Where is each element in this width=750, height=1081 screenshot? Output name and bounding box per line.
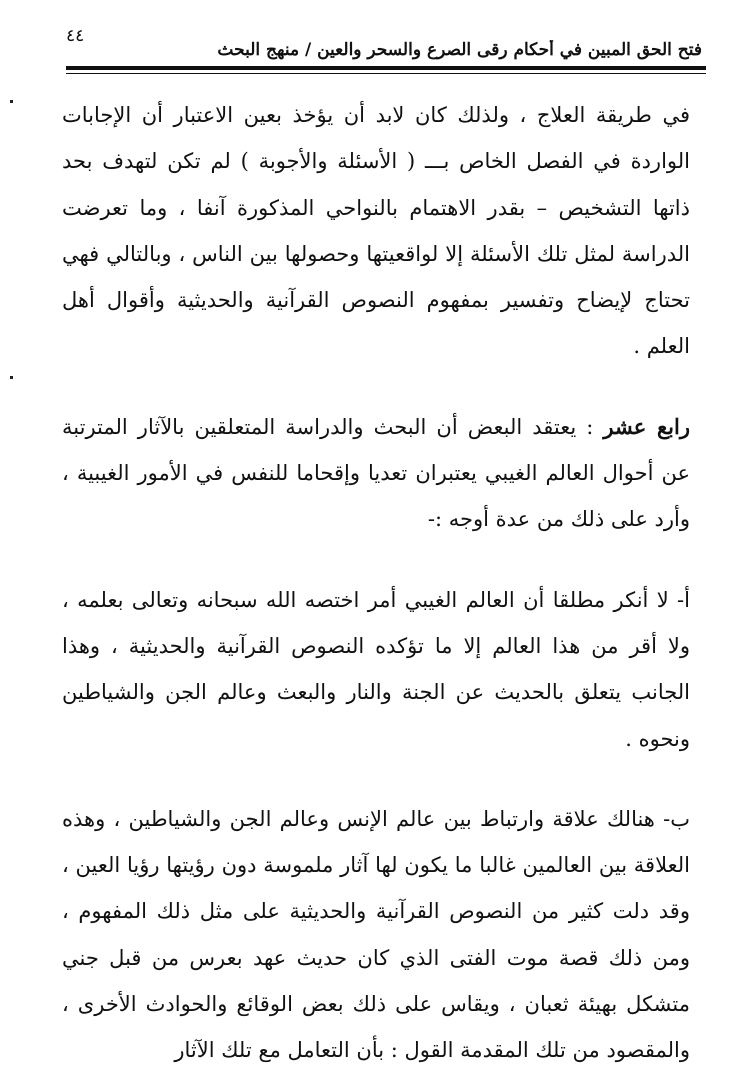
paragraph-text: ب- هنالك علاقة وارتباط بين عالم الإنس وعالم الجن والشياطين ، وهذه العلاقة بين العالمين غالبا ما يكون لها آثار ملموسة دون رؤيتها رؤيا العين ، وقد دلت كثير من النصوص القرآنية والحديثية على مثل ذلك المفهوم ، ومن ذلك قصة موت الفتى الذي كان حديث عهد بعرس من قبل جني متشكل بهيئة ثعبان ، ويقاس على ذلك بعض الوقائع والحوادث الأخرى ، والمقصود من تلك المقدمة القول : بأن التعامل مع تلك الآثار	[62, 806, 690, 1063]
header-rule-thin	[66, 73, 706, 74]
paragraph-2	[62, 404, 690, 543]
paragraph-4	[62, 796, 690, 1074]
page-number: ٤٤	[66, 26, 85, 46]
header-rule-thick	[66, 66, 706, 70]
paragraph-3	[62, 577, 690, 762]
paragraph-text: في طريقة العلاج ، ولذلك كان لابد أن يؤخذ بعين الاعتبار أن الإجابات الواردة في الفصل الخاص بـــ ( الأسئلة والأجوبة ) لم تكن لتهدف بحد ذاتها التشخيص – بقدر الاهتمام بالنواحي المذكورة آنفا ، وما تعرضت الدراسة لمثل تلك الأسئلة إلا لواقعيتها وحصولها بين الناس ، وبالتالي فهي تحتاج لإيضاح وتفسير بمفهوم النصوص القرآنية والحديثية وأقوال أهل العلم .	[62, 103, 690, 359]
paragraph-lead: رابع عشر	[603, 413, 690, 439]
margin-mark	[10, 376, 13, 379]
paragraph-1	[62, 92, 690, 370]
margin-mark	[10, 100, 13, 103]
paragraph-text: : يعتقد البعض أن البحث والدراسة المتعلقين بالآثار المترتبة عن أحوال العالم الغيبي يعتبران تعديا وإقحاما للنفس في الأمور الغيبية ، وأرد على ذلك من عدة أوجه :-	[62, 414, 690, 532]
body-text	[62, 92, 690, 1074]
running-header: فتح الحق المبين في أحكام رقى الصرع والسحر والعين / منهج البحث	[217, 40, 702, 60]
paragraph-text: أ- لا أنكر مطلقا أن العالم الغيبي أمر اختصه الله سبحانه وتعالى بعلمه ، ولا أقر من هذا العالم إلا ما تؤكده النصوص القرآنية والحديثية ، وهذا الجانب يتعلق بالحديث عن الجنة والنار والبعث وعالم الجن والشياطين ونحوه .	[62, 587, 690, 751]
